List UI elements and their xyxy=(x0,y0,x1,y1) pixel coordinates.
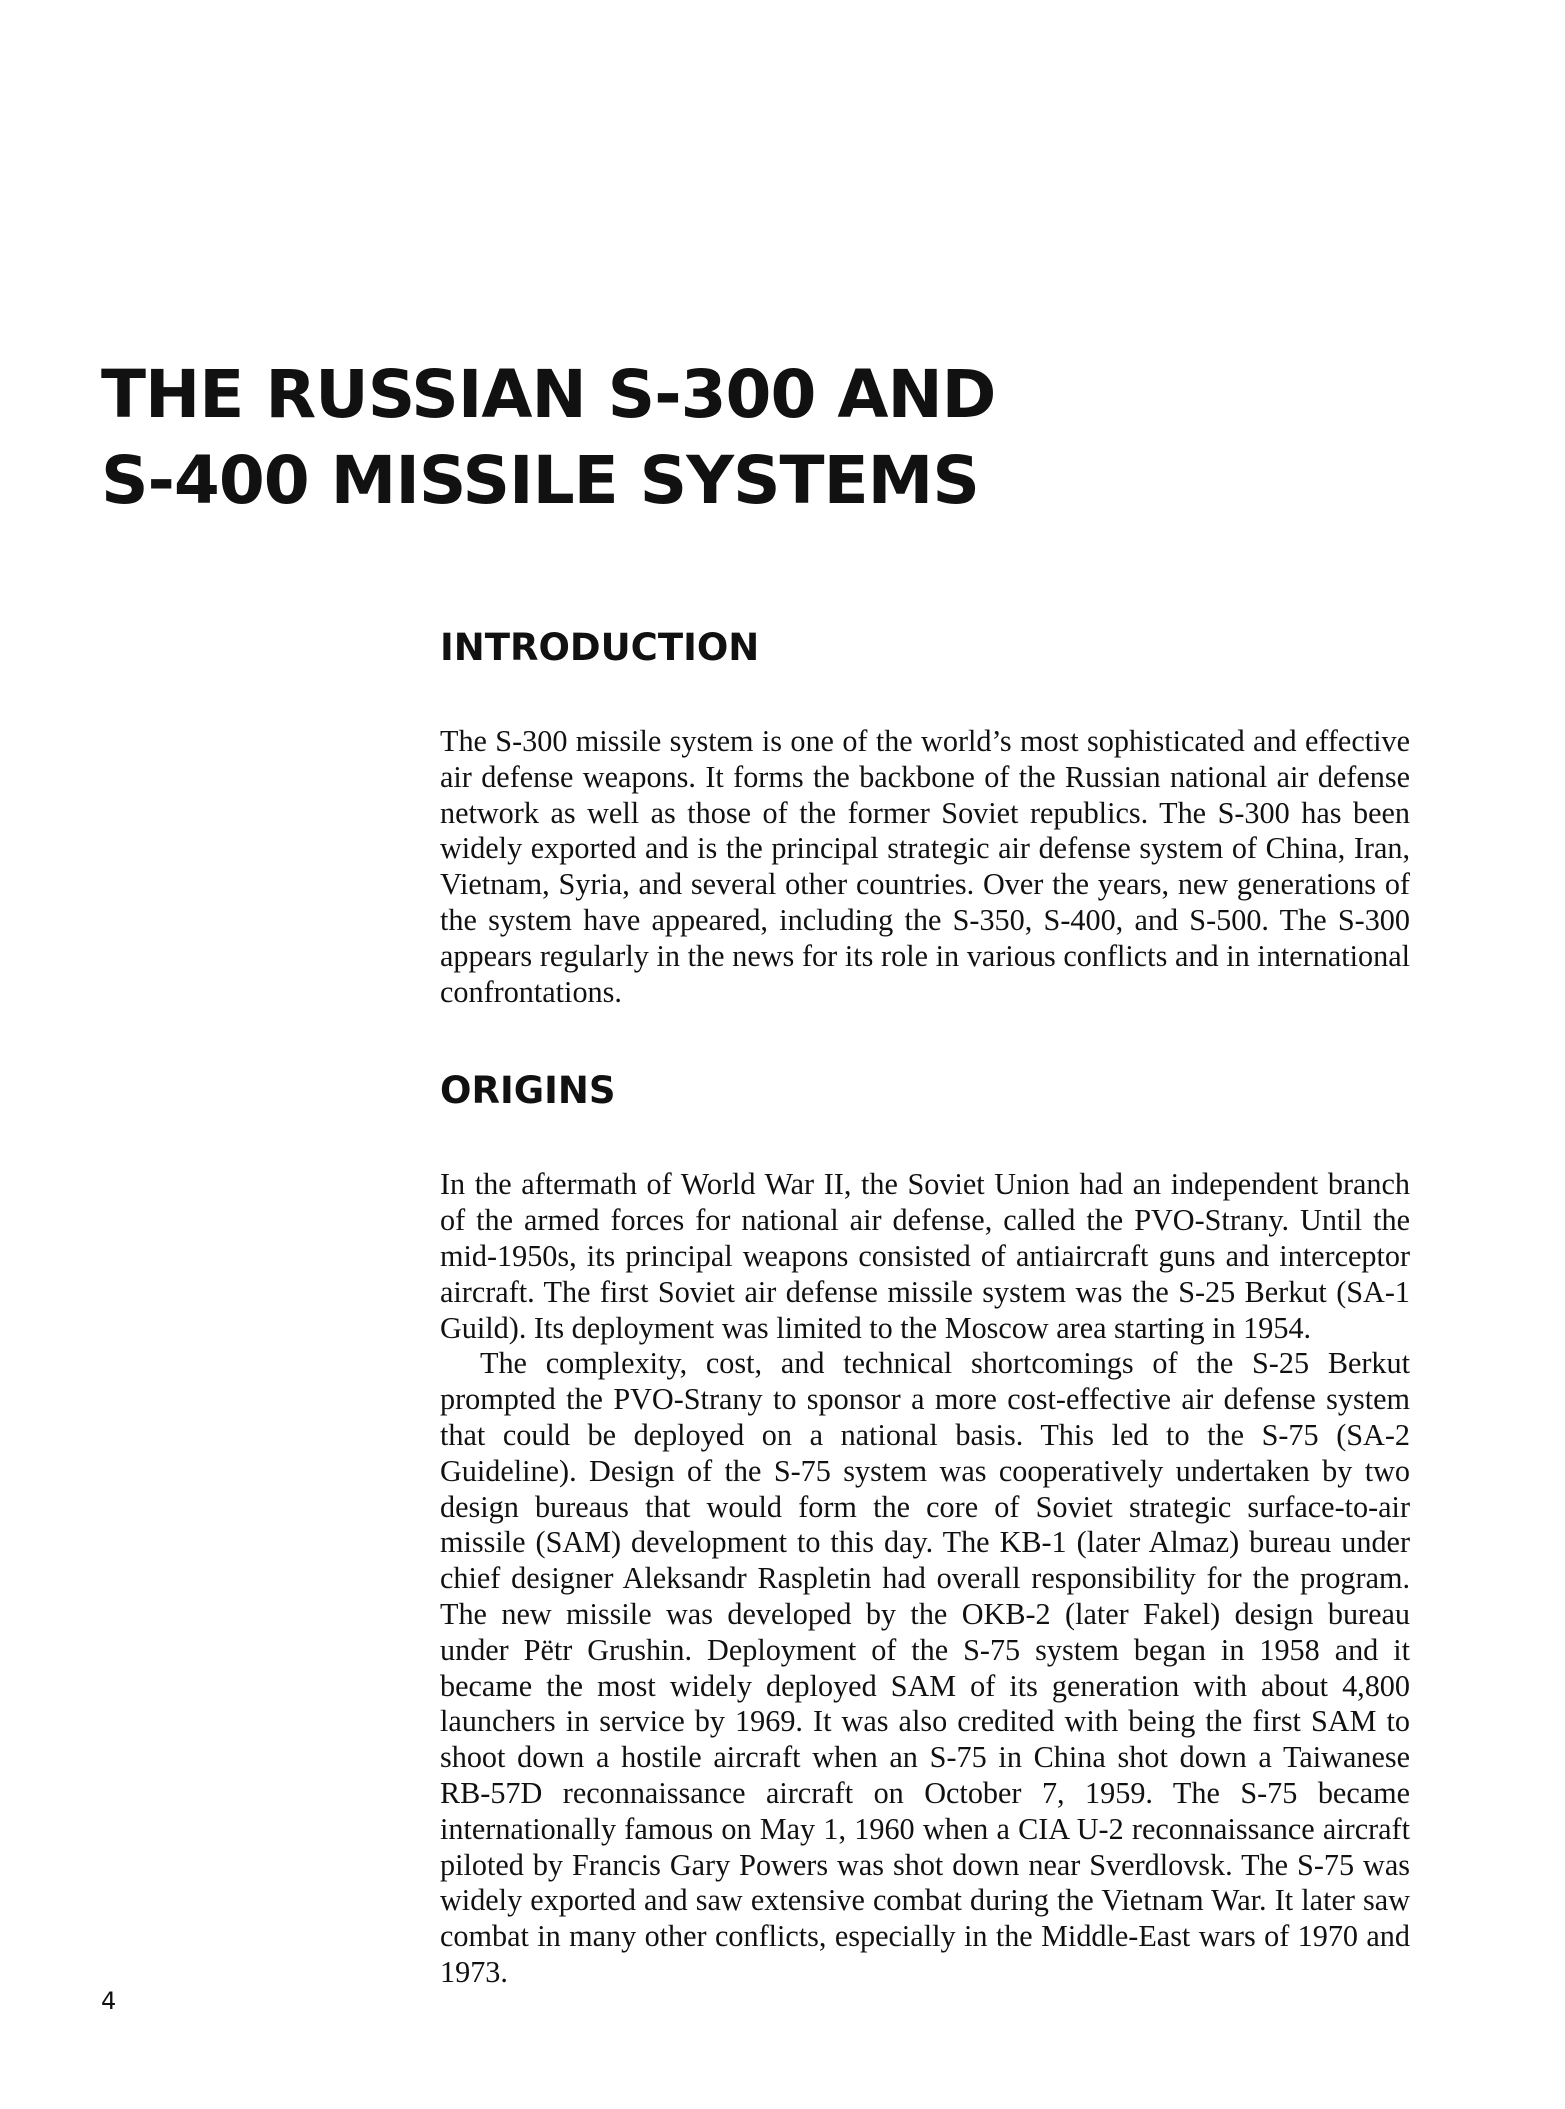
body-content xyxy=(440,620,1410,1991)
introduction-paragraph: The S-300 missile system is one of the world’s most sophisticated and effective air defense weapons. It forms the backbone of the Russian national air defense network as well as those of the former Soviet republics. The S-300 has been widely exported and is the principal strategic air defense system of China, Iran, Vietnam, Syria, and several other countries. Over the years, new generations of the system have appeared, including the S-350, S-400, and S-500. The S-300 appears regularly in the news for its role in various conflicts and in international confrontations. xyxy=(440,724,1410,1009)
origins-paragraph-1: In the aftermath of World War II, the Soviet Union had an independent branch of the armed forces for national air defense, called the PVO-Strany. Until the mid-1950s, its principal weapons consisted of antiaircraft guns and interceptor aircraft. The first Soviet air defense missile system was the S-25 Berkut (SA-1 Guild). Its deployment was limited to the Moscow area starting in 1954. xyxy=(440,1167,1410,1345)
origins-paragraph-2: The complexity, cost, and technical shortcomings of the S-25 Berkut prompted the PVO-Strany to sponsor a more cost-effective air defense system that could be deployed on a national basis. This led to the S-75 (SA-2 Guideline). Design of the S-75 system was cooperatively undertaken by two design bureaus that would form the core of Soviet strategic surface-to-air missile (SAM) development to this day. The KB-1 (later Almaz) bureau under chief designer Aleksandr Raspletin had overall responsibility for the program. The new missile was developed by the OKB-2 (later Fakel) design bureau under Pëtr Grushin. Deployment of the S-75 system began in 1958 and it became the most widely deployed SAM of its generation with about 4,800 launchers in service by 1969. It was also credited with being the first SAM to shoot down a hostile aircraft when an S-75 in China shot down a Taiwanese RB-57D reconnaissance aircraft on October 7, 1959. The S-75 became internationally famous on May 1, 1960 when a CIA U-2 reconnaissance aircraft piloted by Francis Gary Powers was shot down near Sverdlovsk. The S-75 was widely exported and saw extensive combat during the Vietnam War. It later saw combat in many other conflicts, especially in the Middle-East wars of 1970 and 1973. xyxy=(440,1346,1410,1989)
section-heading-introduction: INTRODUCTION xyxy=(440,626,760,669)
page-title xyxy=(101,352,1201,524)
page-number: 4 xyxy=(101,1987,117,2015)
page-title-line-1: THE RUSSIAN S-300 AND xyxy=(101,356,996,433)
page-title-line-2: S-400 MISSILE SYSTEMS xyxy=(101,442,979,519)
section-heading-origins: ORIGINS xyxy=(440,1069,616,1113)
